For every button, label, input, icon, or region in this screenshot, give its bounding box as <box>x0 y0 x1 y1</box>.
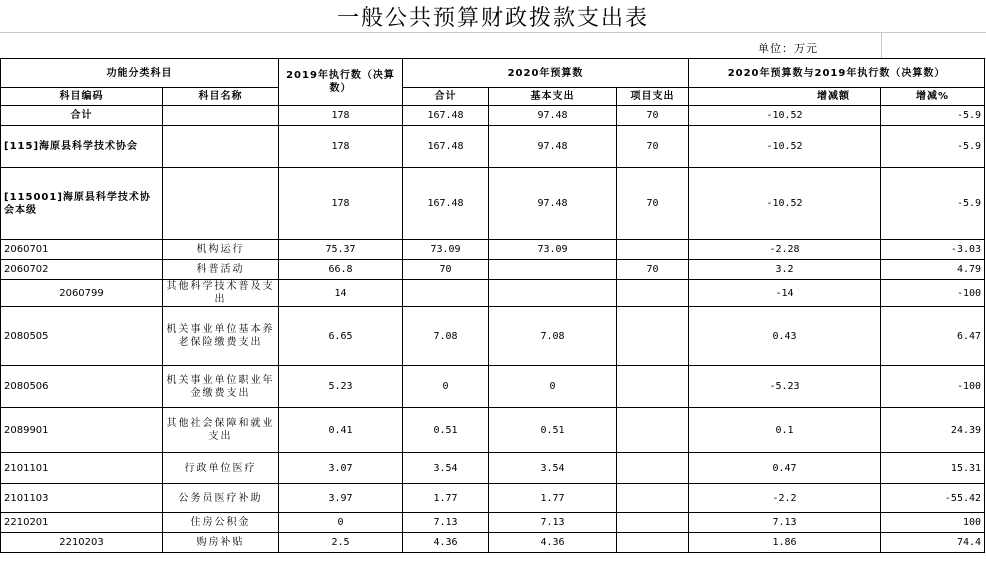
cell-basic: 73.09 <box>489 240 617 260</box>
cell-change-amount: 0.1 <box>689 408 881 453</box>
table-row <box>1 484 985 513</box>
cell-total: 70 <box>403 260 489 280</box>
cell-code: 2080506 <box>1 366 163 408</box>
header-code: 科目编码 <box>1 88 163 106</box>
cell-code: 2089901 <box>1 408 163 453</box>
cell-change-amount: 1.86 <box>689 533 881 553</box>
cell-project: 70 <box>617 168 689 240</box>
cell-change-pct: 24.39 <box>881 408 985 453</box>
cell-project <box>617 307 689 366</box>
cell-change-pct: 4.79 <box>881 260 985 280</box>
cell-project <box>617 408 689 453</box>
cell-name: 住房公积金 <box>163 513 279 533</box>
cell-change-pct: 74.4 <box>881 533 985 553</box>
cell-change-pct: -100 <box>881 366 985 408</box>
cell-basic: 4.36 <box>489 533 617 553</box>
cell-change-amount: -10.52 <box>689 168 881 240</box>
cell-change-pct: -5.9 <box>881 106 985 126</box>
cell-change-pct: 100 <box>881 513 985 533</box>
table-row <box>1 307 985 366</box>
cell-total: 7.13 <box>403 513 489 533</box>
header-row-2 <box>1 88 985 106</box>
cell-code: 2080505 <box>1 307 163 366</box>
cell-total: 1.77 <box>403 484 489 513</box>
cell-basic: 1.77 <box>489 484 617 513</box>
cell-name: 科普活动 <box>163 260 279 280</box>
header-func-category: 功能分类科目 <box>1 59 279 88</box>
cell-total: 4.36 <box>403 533 489 553</box>
cell-name: 机关事业单位基本养老保险缴费支出 <box>163 307 279 366</box>
cell-change-pct: 15.31 <box>881 453 985 484</box>
cell-code: [115]海原县科学技术协会 <box>1 126 163 168</box>
cell-project: 70 <box>617 106 689 126</box>
table-row <box>1 126 985 168</box>
cell-total: 0 <box>403 366 489 408</box>
cell-code: 2210201 <box>1 513 163 533</box>
cell-basic: 97.48 <box>489 126 617 168</box>
unit-row <box>0 32 986 59</box>
cell-exec-2019: 178 <box>279 126 403 168</box>
cell-basic <box>489 260 617 280</box>
cell-exec-2019: 6.65 <box>279 307 403 366</box>
cell-project: 70 <box>617 260 689 280</box>
cell-name: 其他社会保障和就业支出 <box>163 408 279 453</box>
cell-code: 2060701 <box>1 240 163 260</box>
header-name: 科目名称 <box>163 88 279 106</box>
cell-project <box>617 513 689 533</box>
cell-total <box>403 280 489 307</box>
cell-code: 2101101 <box>1 453 163 484</box>
table-row <box>1 240 985 260</box>
cell-total: 167.48 <box>403 106 489 126</box>
unit-label: 单位：万元 <box>758 42 818 55</box>
cell-exec-2019: 75.37 <box>279 240 403 260</box>
cell-change-amount: 3.2 <box>689 260 881 280</box>
grid-line <box>881 32 882 58</box>
cell-basic <box>489 280 617 307</box>
cell-project <box>617 453 689 484</box>
cell-change-amount: -14 <box>689 280 881 307</box>
cell-change-pct: -3.03 <box>881 240 985 260</box>
cell-exec-2019: 0 <box>279 513 403 533</box>
header-exec-2019: 2019年执行数（决算数） <box>279 59 403 106</box>
cell-total: 167.48 <box>403 168 489 240</box>
cell-name: 公务员医疗补助 <box>163 484 279 513</box>
header-budget-2020: 2020年预算数 <box>403 59 689 88</box>
cell-exec-2019: 178 <box>279 106 403 126</box>
cell-name <box>163 106 279 126</box>
table-row <box>1 168 985 240</box>
cell-basic: 7.08 <box>489 307 617 366</box>
cell-change-pct: -55.42 <box>881 484 985 513</box>
cell-change-amount: 7.13 <box>689 513 881 533</box>
cell-code: [115001]海原县科学技术协会本级 <box>1 168 163 240</box>
cell-code: 2210203 <box>1 533 163 553</box>
cell-change-amount: -10.52 <box>689 126 881 168</box>
header-project: 项目支出 <box>617 88 689 106</box>
cell-change-pct: -5.9 <box>881 168 985 240</box>
cell-code: 合计 <box>1 106 163 126</box>
cell-total: 73.09 <box>403 240 489 260</box>
cell-project <box>617 484 689 513</box>
table-row <box>1 408 985 453</box>
header-total: 合计 <box>403 88 489 106</box>
cell-change-amount: -5.23 <box>689 366 881 408</box>
cell-total: 7.08 <box>403 307 489 366</box>
cell-project <box>617 240 689 260</box>
header-basic: 基本支出 <box>489 88 617 106</box>
cell-code: 2101103 <box>1 484 163 513</box>
header-compare: 2020年预算数与2019年执行数（决算数） <box>689 59 985 88</box>
cell-exec-2019: 2.5 <box>279 533 403 553</box>
cell-name <box>163 126 279 168</box>
cell-basic: 3.54 <box>489 453 617 484</box>
cell-change-amount: 0.47 <box>689 453 881 484</box>
table-row <box>1 106 985 126</box>
cell-total: 3.54 <box>403 453 489 484</box>
expenditure-table <box>0 58 985 553</box>
cell-change-amount: -10.52 <box>689 106 881 126</box>
cell-name: 机关事业单位职业年金缴费支出 <box>163 366 279 408</box>
cell-name: 购房补贴 <box>163 533 279 553</box>
table-row <box>1 260 985 280</box>
cell-change-pct: 6.47 <box>881 307 985 366</box>
cell-total: 0.51 <box>403 408 489 453</box>
cell-change-amount: -2.2 <box>689 484 881 513</box>
cell-project <box>617 280 689 307</box>
cell-name <box>163 168 279 240</box>
cell-basic: 7.13 <box>489 513 617 533</box>
cell-basic: 0.51 <box>489 408 617 453</box>
cell-project <box>617 366 689 408</box>
cell-basic: 0 <box>489 366 617 408</box>
cell-exec-2019: 178 <box>279 168 403 240</box>
cell-name: 行政单位医疗 <box>163 453 279 484</box>
cell-project: 70 <box>617 126 689 168</box>
cell-exec-2019: 5.23 <box>279 366 403 408</box>
cell-change-pct: -5.9 <box>881 126 985 168</box>
cell-change-amount: -2.28 <box>689 240 881 260</box>
cell-change-pct: -100 <box>881 280 985 307</box>
cell-name: 机构运行 <box>163 240 279 260</box>
header-change-amount: 增减额 <box>689 88 881 106</box>
table-row <box>1 280 985 307</box>
cell-code: 2060702 <box>1 260 163 280</box>
cell-project <box>617 533 689 553</box>
header-row-1 <box>1 59 985 88</box>
cell-exec-2019: 14 <box>279 280 403 307</box>
cell-total: 167.48 <box>403 126 489 168</box>
cell-exec-2019: 3.97 <box>279 484 403 513</box>
cell-exec-2019: 66.8 <box>279 260 403 280</box>
table-row <box>1 453 985 484</box>
cell-name: 其他科学技术普及支出 <box>163 280 279 307</box>
table-row <box>1 366 985 408</box>
table-row <box>1 533 985 553</box>
cell-code: 2060799 <box>1 280 163 307</box>
cell-basic: 97.48 <box>489 106 617 126</box>
table-row <box>1 513 985 533</box>
cell-exec-2019: 3.07 <box>279 453 403 484</box>
cell-exec-2019: 0.41 <box>279 408 403 453</box>
page-title: 一般公共预算财政拨款支出表 <box>0 0 986 33</box>
header-change-pct: 增减% <box>881 88 985 106</box>
cell-change-amount: 0.43 <box>689 307 881 366</box>
cell-basic: 97.48 <box>489 168 617 240</box>
